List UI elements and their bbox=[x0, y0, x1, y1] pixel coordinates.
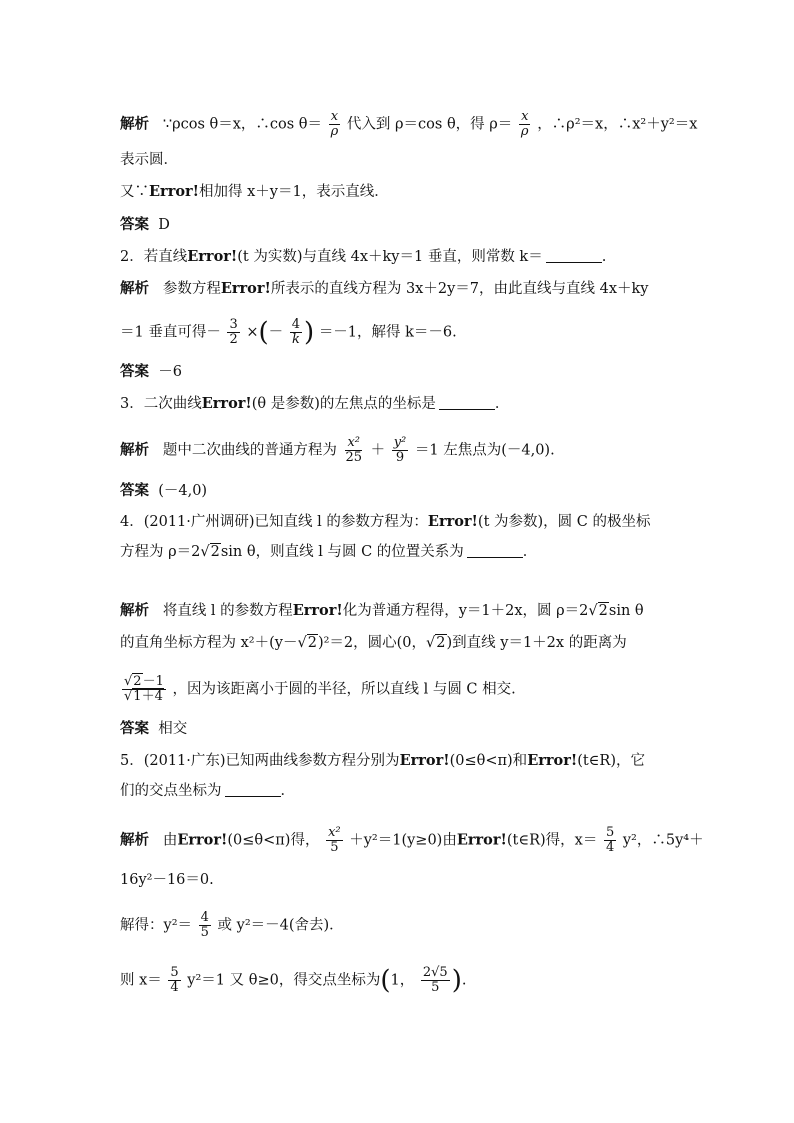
text: 代入到 ρ＝cos θ，得 ρ＝ bbox=[346, 116, 513, 133]
solution-1-cont bbox=[120, 150, 178, 170]
answer-1 bbox=[120, 215, 170, 235]
answer-label: 答案 bbox=[120, 216, 149, 233]
answer-value: (－4,0) bbox=[158, 483, 208, 499]
solution-5-cont2: 解得：y²＝ $\frac{4}{5}$ 或 y²＝－4(舍去)． bbox=[120, 910, 344, 940]
solution-2-line: 解析 参数方程Error!所表示的直线方程为 3x＋2y＝7，由此直线与直线 4x＋ky bbox=[120, 280, 649, 297]
answer-blank bbox=[225, 795, 281, 797]
text: ρcos θ＝x，∴cos θ＝ bbox=[172, 116, 323, 133]
question-5: 5．(2011·广东)已知两曲线参数方程分别为Error!(0≤θ<π)和Error!(t∈R)，它 bbox=[120, 752, 645, 769]
solution-label: 解析 bbox=[120, 441, 149, 459]
answer-2 bbox=[120, 362, 182, 382]
question-3: 3．二次曲线Error!(θ 是参数)的左焦点的坐标是 ． bbox=[120, 395, 510, 412]
question-4: 4．(2011·广州调研)已知直线 l 的参数方程为：Error!(t 为参数)，圆 C 的极坐标 bbox=[120, 513, 651, 530]
solution-label: 解析 bbox=[120, 280, 149, 297]
fraction: $\frac{5}{4}$ bbox=[605, 825, 615, 855]
question-5-cont: 们的交点坐标为 ． bbox=[120, 783, 295, 799]
solution-5-cont3: 则 x＝ $\frac{5}{4}$ y²＝1 又 θ≥0，得交点坐标为(1， $\frac{2√5}{5}$ ). bbox=[120, 965, 467, 996]
question-4-cont: 方程为 ρ＝2√2sin θ，则直线 l 与圆 C 的位置关系为 ． bbox=[120, 544, 538, 560]
answer-3 bbox=[120, 481, 207, 501]
fraction: $\frac{x}{\rho}$ bbox=[520, 109, 529, 139]
error-ref: Error! bbox=[399, 752, 450, 769]
fraction: $\frac{\text{y²}}{9}$ bbox=[393, 435, 407, 465]
text: ∵ bbox=[162, 116, 173, 133]
answer-blank bbox=[439, 408, 495, 410]
answer-label: 答案 bbox=[120, 363, 149, 380]
error-ref: Error! bbox=[292, 602, 343, 619]
solution-3-line: 解析 题中二次曲线的普通方程为 $\frac{\text{x²}}{25}$ ＋ $\frac{\text{y²}}{9}$ ＝1 左焦点为(－4,0). bbox=[120, 435, 555, 465]
error-ref: Error! bbox=[149, 183, 200, 200]
fraction: $\frac{2√5}{5}$ bbox=[422, 965, 448, 995]
error-ref: Error! bbox=[527, 752, 578, 769]
answer-value: 相交 bbox=[158, 721, 188, 737]
solution-4-cont: 的直角坐标方程为 x²＋(y－√2)²＝2，圆心(0，√2)到直线 y＝1＋2x 的距离为 bbox=[120, 635, 627, 651]
fraction: $\frac{4}{5}$ bbox=[200, 910, 209, 940]
fraction: $\frac{√2-1}{√1+4}$ bbox=[124, 674, 164, 704]
solution-5-line: 解析 由Error!(0≤θ<π)得， $\frac{\text{x²}}{5}$ ＋y²＝1(y≥0)由Error!(t∈R)得，x＝ $\frac{5}{4}$ y²，∴5y⁴＋ bbox=[120, 825, 704, 855]
answer-blank bbox=[546, 261, 602, 263]
answer-label: 答案 bbox=[120, 720, 149, 737]
text: 表示圆． bbox=[120, 152, 178, 168]
answer-label: 答案 bbox=[120, 482, 149, 499]
answer-4 bbox=[120, 719, 187, 739]
answer-value: －6 bbox=[158, 364, 182, 380]
solution-label: 解析 bbox=[120, 831, 149, 849]
solution-label: 解析 bbox=[120, 115, 149, 133]
fraction: $\frac{4}{k}$ bbox=[291, 317, 301, 347]
fraction: $\frac{5}{4}$ bbox=[170, 965, 179, 995]
text: ，∴ρ²＝x，∴x²＋y²＝x bbox=[537, 116, 698, 133]
fraction: $\frac{\text{x²}}{25}$ bbox=[345, 435, 362, 465]
solution-2-cont: ＝1 垂直可得－ $\frac{3}{2}$ ×(－ $\frac{4}{k}$ ) ＝－1，解得 k＝－6. bbox=[120, 317, 457, 348]
solution-4-line: 解析 将直线 l 的参数方程Error!化为普通方程得，y＝1＋2x，圆 ρ＝2√2sin θ bbox=[120, 602, 644, 619]
fraction: $\frac{\text{x²}}{5}$ bbox=[328, 825, 341, 855]
solution-4-cont2: $\frac{√2-1}{√1+4}$ ，因为该距离小于圆的半径，所以直线 l 与圆 C 相交. bbox=[124, 674, 516, 704]
solution-1-cont2: 又∵Error!相加得 x＋y＝1，表示直线． bbox=[120, 183, 389, 200]
fraction: $\frac{x}{\rho}$ bbox=[330, 109, 339, 139]
answer-blank bbox=[467, 556, 523, 558]
error-ref: Error! bbox=[220, 280, 271, 297]
error-ref: Error! bbox=[427, 513, 478, 530]
error-ref: Error! bbox=[177, 831, 228, 849]
fraction: $\frac{3}{2}$ bbox=[229, 317, 238, 347]
error-ref: Error! bbox=[201, 395, 252, 412]
question-2: 2．若直线Error!(t 为实数)与直线 4x＋ky＝1 垂直，则常数 k＝ . bbox=[120, 248, 607, 265]
answer-value: D bbox=[158, 217, 170, 233]
solution-5-cont: 16y²－16＝0. bbox=[120, 872, 214, 888]
error-ref: Error! bbox=[187, 248, 238, 265]
solution-1-line bbox=[120, 110, 697, 139]
solution-label: 解析 bbox=[120, 602, 149, 619]
error-ref: Error! bbox=[456, 831, 507, 849]
